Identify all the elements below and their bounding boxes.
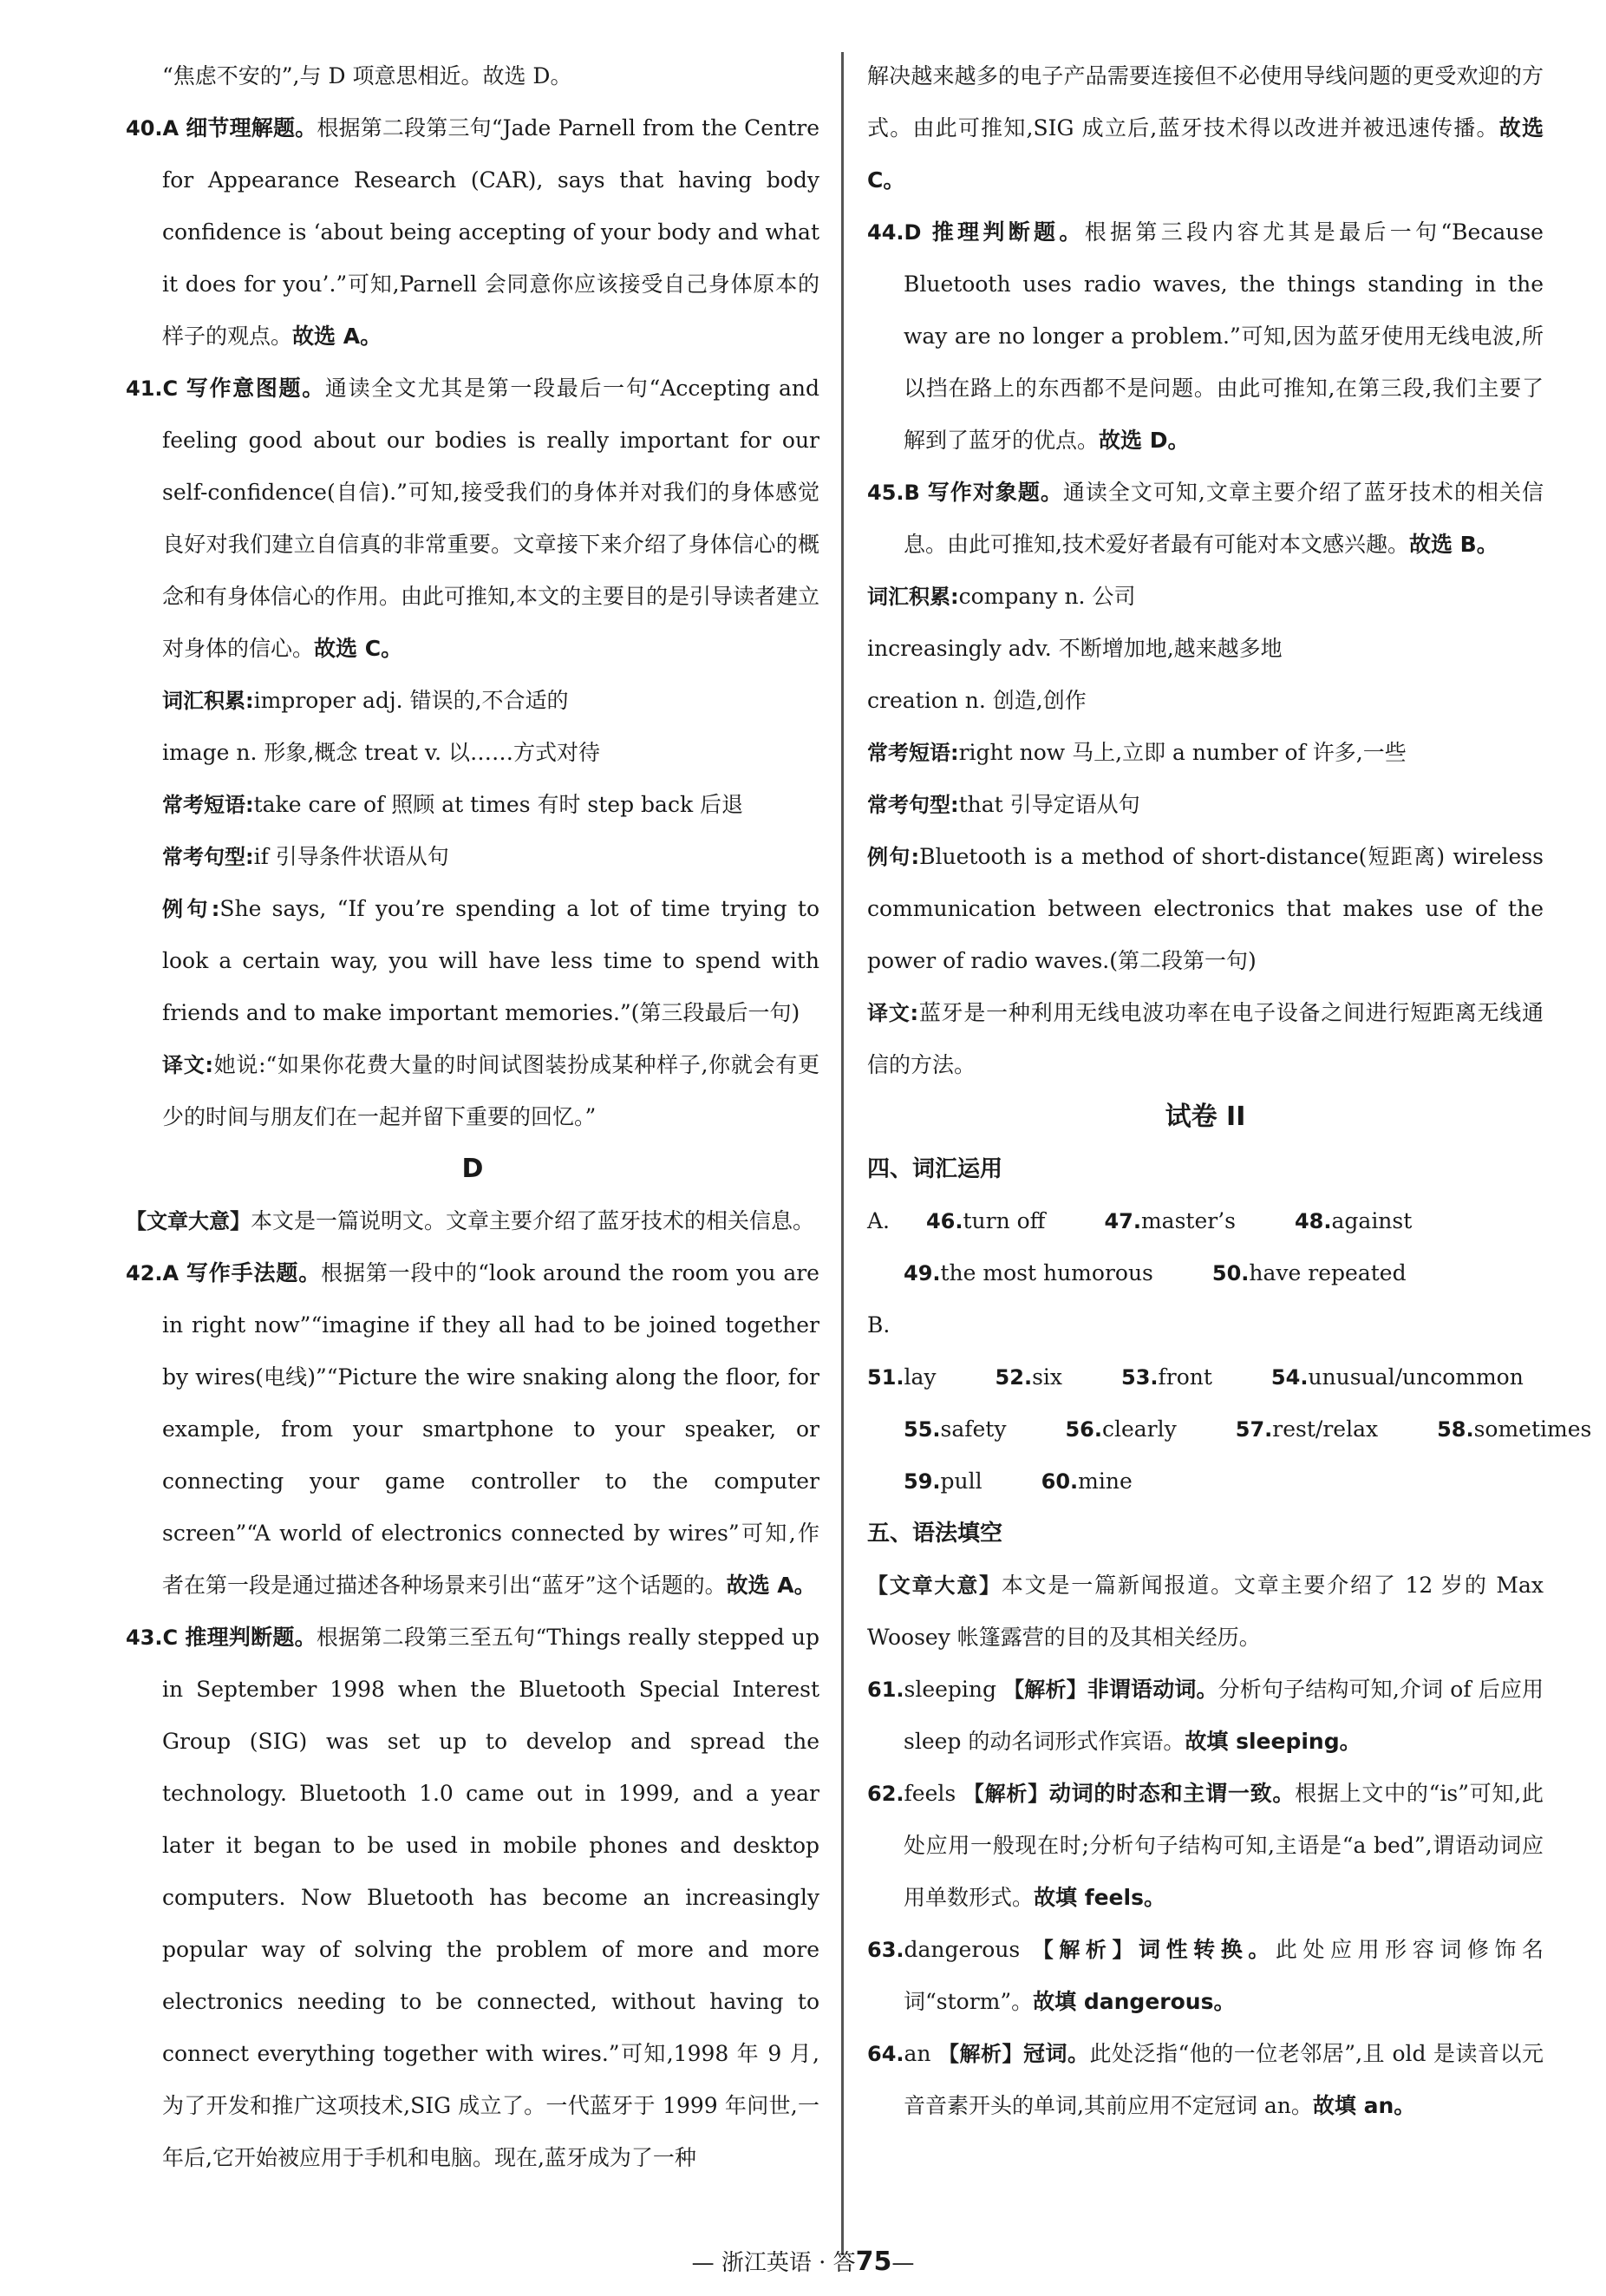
answer-number: 57. [1235,1417,1273,1442]
answer-number: 58. [1437,1417,1474,1442]
page-number: 75 [855,2247,892,2277]
answer-item [1437,1416,1606,1442]
answer-item [926,1208,1074,1233]
answer-item [1104,1208,1265,1233]
vocab-2: image n. 形象,概念 treat v. 以……方式对待 [162,740,600,765]
answer-number: 47. [1104,1209,1141,1233]
paper-2-title: 试卷 II [1165,1102,1246,1132]
answer-word: front [1158,1364,1212,1390]
answers-a-row2 [867,1247,1544,1299]
section-5-title: 五、语法填空 [867,1521,1003,1547]
passage-summary-right: 【文章大意】本文是一篇新闻报道。文章主要介绍了 12 岁的 Max Woosey 帐篷露营的目的及其相关经历。 [867,1573,1544,1650]
answer-number: 49. [904,1261,941,1285]
example-sentence: 例句:She says, “If you’re spending a lot of time trying to look a certain way, you will have less time to spend with friends and to make important memories.”(第三段最后一句) [162,896,820,1025]
answer-number: 56. [1065,1417,1102,1442]
question-43-continued: 解决越来越多的电子产品需要连接但不必使用导线问题的更受欢迎的方式。由此可推知,SIG 成立后,蓝牙技术得以改进并被迅速传播。故选 C。 [867,63,1544,193]
answer-word: pull [940,1469,983,1494]
answer-word: turn off [963,1208,1046,1233]
question-42: 42.A 写作手法题。根据第一段中的“look around the room you are in right now”“imagine if they all had to be joined together by wires(电线)”“Picture the wire snaking along the floor, for example, from your smartphone to your speaker, or connecting your game controller to the computer screen”“A world of electronics connected by wires”可知,作者在第一段是通过描述各种场景来引出“蓝牙”这个话题的。故选 A。 [126,1260,819,1598]
vocab-1: 词汇积累:improper adj. 错误的,不合适的 [162,688,569,713]
translation: 译文:她说:“如果你花费大量的时间试图装扮成某种样子,你就会有更少的时间与朋友们在一起并留下重要的回忆。” [162,1052,819,1129]
answer-word: lay [904,1364,937,1390]
answer-item [904,1416,1035,1442]
answer-word: clearly [1101,1416,1177,1442]
answer-word: sometimes [1473,1416,1592,1442]
sentence-pattern: 常考句型:if 引导条件状语从句 [162,844,449,869]
example-sentence-right: 例句:Bluetooth is a method of short-distance(短距离) wireless communication between electronics that makes use of the power of radio waves.(第二段第一句) [867,844,1544,973]
question-43: 43.C 推理判断题。根据第二段第三至五句“Things really stepped up in September 1998 when the Bluetooth Special Interest Group (SIG) was set up to develop and spread the technology. Bluetooth 1.0 came out in 1999, and a year later it began to be used in mobile phones and desktop computers. Now Bluetooth has become an increasingly popular way of solving the problem of more and more electronics needing to be connected, without having to connect everything together with wires.”可知,1998 年 9 月,为了开发和推广这项技术,SIG 成立了。一代蓝牙于 1999 年问世,一年后,它开始被应用于手机和电脑。现在,蓝牙成为了一种 [126,1625,819,2170]
answer-item [904,1260,1183,1285]
answer-item [996,1364,1092,1390]
answers-a-row1: A. 46.turn off 47.master’s 48.against [867,1195,1544,1247]
answer-word: against [1331,1208,1413,1233]
answer-word: have repeated [1249,1260,1407,1285]
left-column [126,50,819,2184]
page-footer: — 浙江英语 · 答75— [691,2247,915,2277]
section-d-title: D [461,1154,484,1184]
phrases-right: 常考短语:right now 马上,立即 a number of 许多,一些 [867,740,1407,765]
right-column [867,50,1592,2132]
sentence-pattern-right: 常考句型:that 引导定语从句 [867,792,1140,817]
answer-item [904,1469,1012,1494]
answer-word: mine [1078,1469,1133,1494]
paragraph-39-end: “焦虑不安的”,与 D 项意思相近。故选 D。 [162,63,572,88]
phrases: 常考短语:take care of 照顾 at times 有时 step back 后退 [162,792,744,817]
answer-item [1065,1416,1205,1442]
answer-item [1041,1469,1162,1494]
answer-number: 48. [1294,1209,1332,1233]
answers-b-row2 [867,1403,1592,1455]
answers-b-row1: B. 51.lay 52.six 53.front 54.unusual/uncommon [867,1299,1544,1403]
translation-right: 译文:蓝牙是一种利用无线电波功率在电子设备之间进行短距离无线通信的方法。 [867,1000,1544,1077]
vocab-1-right: 词汇积累:company n. 公司 [867,584,1136,609]
vocab-2-right: increasingly adv. 不断增加地,越来越多地 [867,636,1283,661]
question-40: 40.A 细节理解题。根据第二段第三句“Jade Parnell from the Centre for Appearance Research (CAR), says that having body confidence is ‘about being accepting of your body and what it does for you’.”可知,Parnell 会同意你应该接受自己身体原本的样子的观点。故选 A。 [126,115,819,349]
answer-number: 60. [1041,1469,1079,1494]
answer-number: 52. [995,1365,1033,1390]
answer-number: 46. [925,1209,963,1233]
answer-number: 54. [1270,1365,1309,1390]
answer-word: master’s [1140,1208,1236,1233]
answer-word: six [1032,1364,1062,1390]
answer-item [1212,1260,1436,1285]
question-41: 41.C 写作意图题。通读全文尤其是第一段最后一句“Accepting and feeling good about our bodies is really important for our self-confidence(自信).”可知,接受我们的身体并对我们的身体感觉良好对我们建立自信真的非常重要。文章接下来介绍了身体信心的概念和有身体信心的作用。由此可推知,本文的主要目的是引导读者建立对身体的信心。故选 C。 [126,376,819,661]
question-45: 45.B 写作对象题。通读全文可知,文章主要介绍了蓝牙技术的相关信息。由此可推知,技术爱好者最有可能对本文感兴趣。故选 B。 [867,480,1544,557]
column-divider [841,52,844,2255]
answer-word: the most humorous [940,1260,1153,1285]
answer-item [1271,1364,1553,1390]
answer-number: 55. [904,1417,941,1442]
question-44: 44.D 推理判断题。根据第三段内容尤其是最后一句“Because Bluetooth uses radio waves, the things standing in the way are no longer a problem.”可知,因为蓝牙使用无线电波,所以挡在路上的东西都不是问题。由此可推知,在第三段,我们主要了解到了蓝牙的优点。故选 D。 [867,219,1544,453]
vocab-3-right: creation n. 创造,创作 [867,688,1087,713]
question-63: 63.dangerous 【解析】词性转换。此处应用形容词修饰名词“storm”。故填 dangerous。 [867,1937,1544,2014]
question-61: 61.sleeping 【解析】非谓语动词。分析句子结构可知,介词 of 后应用 sleep 的动名词形式作宾语。故填 sleeping。 [867,1677,1544,1754]
answer-number: 51. [867,1365,904,1390]
answer-number: 59. [904,1469,941,1494]
question-62: 62.feels 【解析】动词的时态和主谓一致。根据上文中的“is”可知,此处应用一般现在时;分析句子结构可知,主语是“a bed”,谓语动词应用单数形式。故填 feels。 [867,1781,1544,1910]
answer-item [1121,1364,1242,1390]
answer-item [867,1364,966,1390]
passage-summary: 【文章大意】本文是一篇说明文。文章主要介绍了蓝牙技术的相关信息。 [126,1208,815,1233]
answer-number: 50. [1211,1261,1250,1285]
question-64: 64.an 【解析】冠词。此处泛指“他的一位老邻居”,且 old 是读音以元音音素开头的单词,其前应用不定冠词 an。故填 an。 [867,2041,1544,2118]
answer-item [1295,1208,1441,1233]
answer-word: rest/relax [1272,1416,1379,1442]
answer-word: safety [940,1416,1007,1442]
answers-b-row3 [867,1455,1544,1508]
answer-item [1236,1416,1407,1442]
section-4-title: 四、词汇运用 [867,1156,1003,1182]
answer-word: unusual/uncommon [1308,1364,1524,1390]
answer-number: 53. [1121,1365,1159,1390]
